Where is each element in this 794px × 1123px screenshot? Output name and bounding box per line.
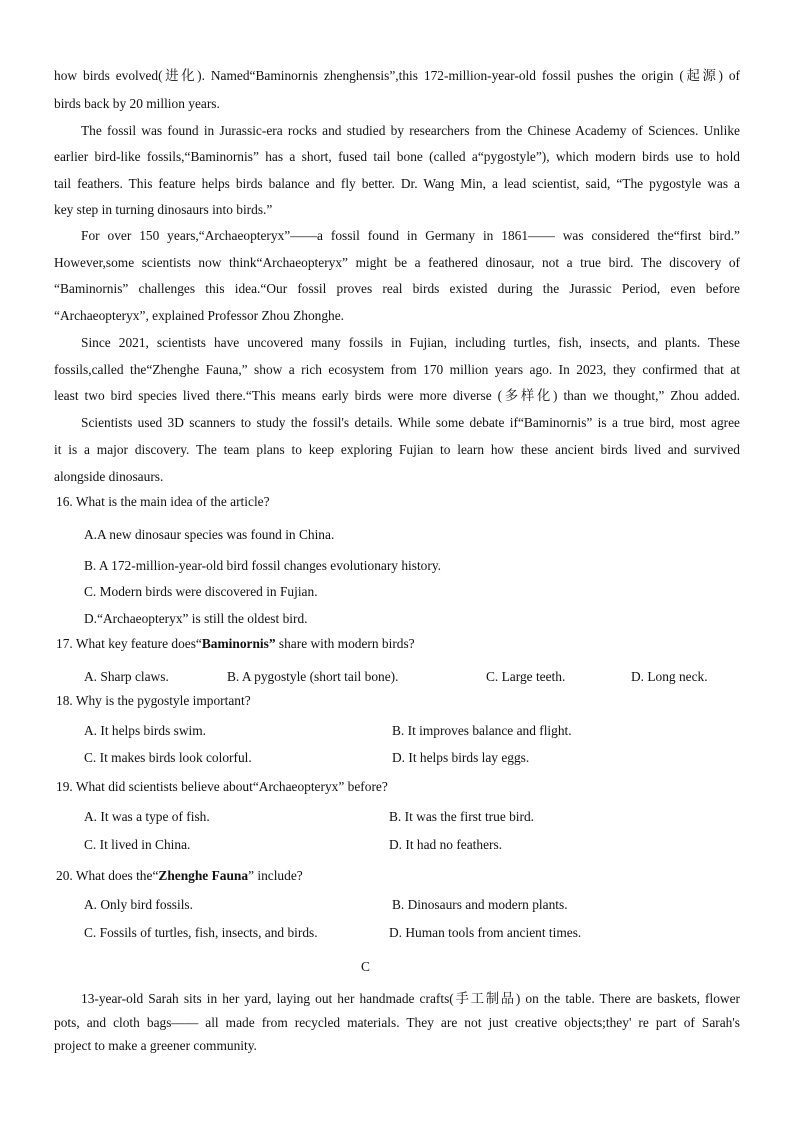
q16-option-d[interactable]: D.“Archaeopteryx” is still the oldest bird. (84, 611, 308, 626)
q17-option-c[interactable]: C. Large teeth. (486, 669, 566, 684)
q20-option-c[interactable]: C. Fossils of turtles, fish, insects, and birds. (84, 925, 318, 940)
passage-line-9: “Baminornis” challenges this idea.“Our fossil proves real birds existed during the Jurassic Period, even before (54, 281, 740, 296)
passage-line-13: least two bird species lived there.“This means early birds were more diverse (多样化) than we thought,” Zhou added. (54, 388, 740, 403)
question-18-stem: 18. Why is the pygostyle important? (56, 693, 251, 708)
question-16-stem: 16. What is the main idea of the article? (56, 494, 270, 509)
q18-option-a[interactable]: A. It helps birds swim. (84, 723, 206, 738)
passage-line-1: how birds evolved(进化). Named“Baminornis zhenghensis”,this 172-million-year-old fossil pushes the origin (起源) of (54, 68, 740, 83)
q18-option-b[interactable]: B. It improves balance and flight. (392, 723, 572, 738)
passage-line-5: tail feathers. This feature helps birds balance and fly better. Dr. Wang Min, a lead scientist, said, “The pygostyle was a (54, 176, 740, 191)
q20-stem-post: ” include? (248, 868, 303, 883)
passage-line-16: alongside dinosaurs. (54, 469, 164, 484)
q16-option-a[interactable]: A.A new dinosaur species was found in China. (84, 527, 335, 542)
question-20-stem (56, 868, 303, 884)
q19-option-a[interactable]: A. It was a type of fish. (84, 809, 210, 824)
q17-option-a[interactable]: A. Sharp claws. (84, 669, 169, 684)
section-c-line-3: project to make a greener community. (54, 1038, 257, 1053)
passage-line-7: For over 150 years,“Archaeopteryx”——a fossil found in Germany in 1861—— was considered the“first bird.” (81, 228, 740, 243)
q20-option-b[interactable]: B. Dinosaurs and modern plants. (392, 897, 568, 912)
passage-line-6: key step in turning dinosaurs into birds.” (54, 202, 273, 217)
section-c-heading: C (361, 959, 370, 974)
question-17-stem (56, 636, 415, 652)
q17-stem-post: share with modern birds? (275, 636, 415, 651)
passage-line-10: “Archaeopteryx”, explained Professor Zhou Zhonghe. (54, 308, 345, 323)
q16-option-b[interactable]: B. A 172-million-year-old bird fossil changes evolutionary history. (84, 558, 442, 573)
q16-option-c[interactable]: C. Modern birds were discovered in Fujian. (84, 584, 318, 599)
q19-option-c[interactable]: C. It lived in China. (84, 837, 191, 852)
q20-stem-bold: Zhenghe Fauna (158, 868, 249, 883)
passage-line-11: Since 2021, scientists have uncovered many fossils in Fujian, including turtles, fish, insects, and plants. These (81, 335, 740, 350)
passage-line-12: fossils,called the“Zhenghe Fauna,” show a rich ecosystem from 170 million years ago. In 2023, they confirmed that at (54, 362, 740, 377)
q17-option-b[interactable]: B. A pygostyle (short tail bone). (227, 669, 399, 684)
question-19-stem: 19. What did scientists believe about“Archaeopteryx” before? (56, 779, 388, 794)
passage-line-2: birds back by 20 million years. (54, 96, 220, 111)
passage-line-3: The fossil was found in Jurassic-era rocks and studied by researchers from the Chinese Academy of Sciences. Unlike (81, 123, 740, 138)
q17-stem-pre: 17. What key feature does“ (56, 636, 202, 651)
passage-line-8: However,some scientists now think“Archaeopteryx” might be a feathered dinosaur, not a true bird. The discovery of (54, 255, 740, 270)
q18-option-d[interactable]: D. It helps birds lay eggs. (392, 750, 530, 765)
passage-line-15: it is a major discovery. The team plans to keep exploring Fujian to learn how these ancient birds lived and survived (54, 442, 740, 457)
section-c-line-1: 13-year-old Sarah sits in her yard, laying out her handmade crafts(手工制品) on the table. There are baskets, flower (81, 991, 740, 1006)
q19-option-d[interactable]: D. It had no feathers. (389, 837, 503, 852)
q20-stem-pre: 20. What does the“ (56, 868, 159, 883)
passage-line-14: Scientists used 3D scanners to study the fossil's details. While some debate if“Baminornis” is a true bird, most agree (81, 415, 740, 430)
q19-option-b[interactable]: B. It was the first true bird. (389, 809, 535, 824)
q18-option-c[interactable]: C. It makes birds look colorful. (84, 750, 252, 765)
q17-option-d[interactable]: D. Long neck. (631, 669, 708, 684)
passage-line-4: earlier bird-like fossils,“Baminornis” has a short, fused tail bone (called a“pygostyle”), which modern birds use to hold (54, 149, 740, 164)
q17-stem-bold: Baminornis” (201, 636, 276, 651)
q20-option-d[interactable]: D. Human tools from ancient times. (389, 925, 582, 940)
section-c-line-2: pots, and cloth bags—— all made from recycled materials. They are not just creative objects;they' re part of Sarah's (54, 1015, 740, 1030)
q20-option-a[interactable]: A. Only bird fossils. (84, 897, 193, 912)
